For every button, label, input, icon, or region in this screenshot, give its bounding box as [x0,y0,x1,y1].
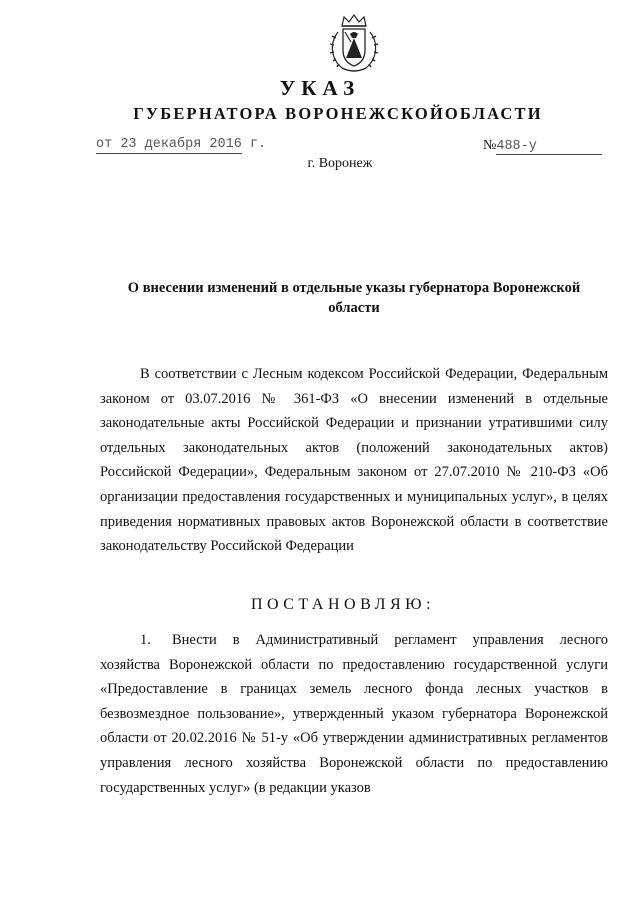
resolve-heading: ПОСТАНОВЛЯЮ: [250,596,436,613]
number-sign: № [483,138,497,153]
item-1-number: 1. [140,632,151,648]
issuer-title: ГУБЕРНАТОРА ВОРОНЕЖСКОЙОБЛАСТИ [133,104,543,123]
date-prefix: от [96,137,113,152]
date-field [96,137,242,154]
document-heading: О внесении изменений в отдельные указы губернатора Воронежской области [127,280,581,316]
date-value: 23 декабря 2016 [120,137,242,152]
voronezh-coat-of-arms-icon [326,12,382,76]
city-line: г. Воронеж [307,156,373,171]
preamble-paragraph: В соответствии с Лесным кодексом Российской Федерации, Федеральным законом от 03.07.2016 № 361-ФЗ «О внесении изменений в отдельные законодательные акты Российской Федерации и признании утратившими силу отдельных законодательных актов (положений законодательных актов) Российской Федерации», Федеральным законом от 27.07.2010 № 210-ФЗ «Об организации предоставления государственных и муниципальных услуг», в целях приведения нормативных правовых актов Воронежской области в соответствие законодательству Российской Федерации [100,366,608,555]
decree-title: УКАЗ [279,76,361,100]
decree-date [96,137,266,152]
item-1-text: Внести в Административный регламент управления лесного хозяйства Воронежской области по предоставлению государственной услуги «Предоставление в границах земель лесного фонда лесных участков в безвозмездное пользование», утвержденный указом губернатора Воронежской области от 20.02.2016 № 51-у «Об утверждении административных регламентов управления лесного хозяйства Воронежской области по предоставлению государственных услуг» (в редакции указов [100,632,608,796]
decree-number [483,137,602,155]
date-suffix: г. [249,137,267,152]
item-1-paragraph [100,628,608,838]
number-value: 488-у [496,139,602,155]
